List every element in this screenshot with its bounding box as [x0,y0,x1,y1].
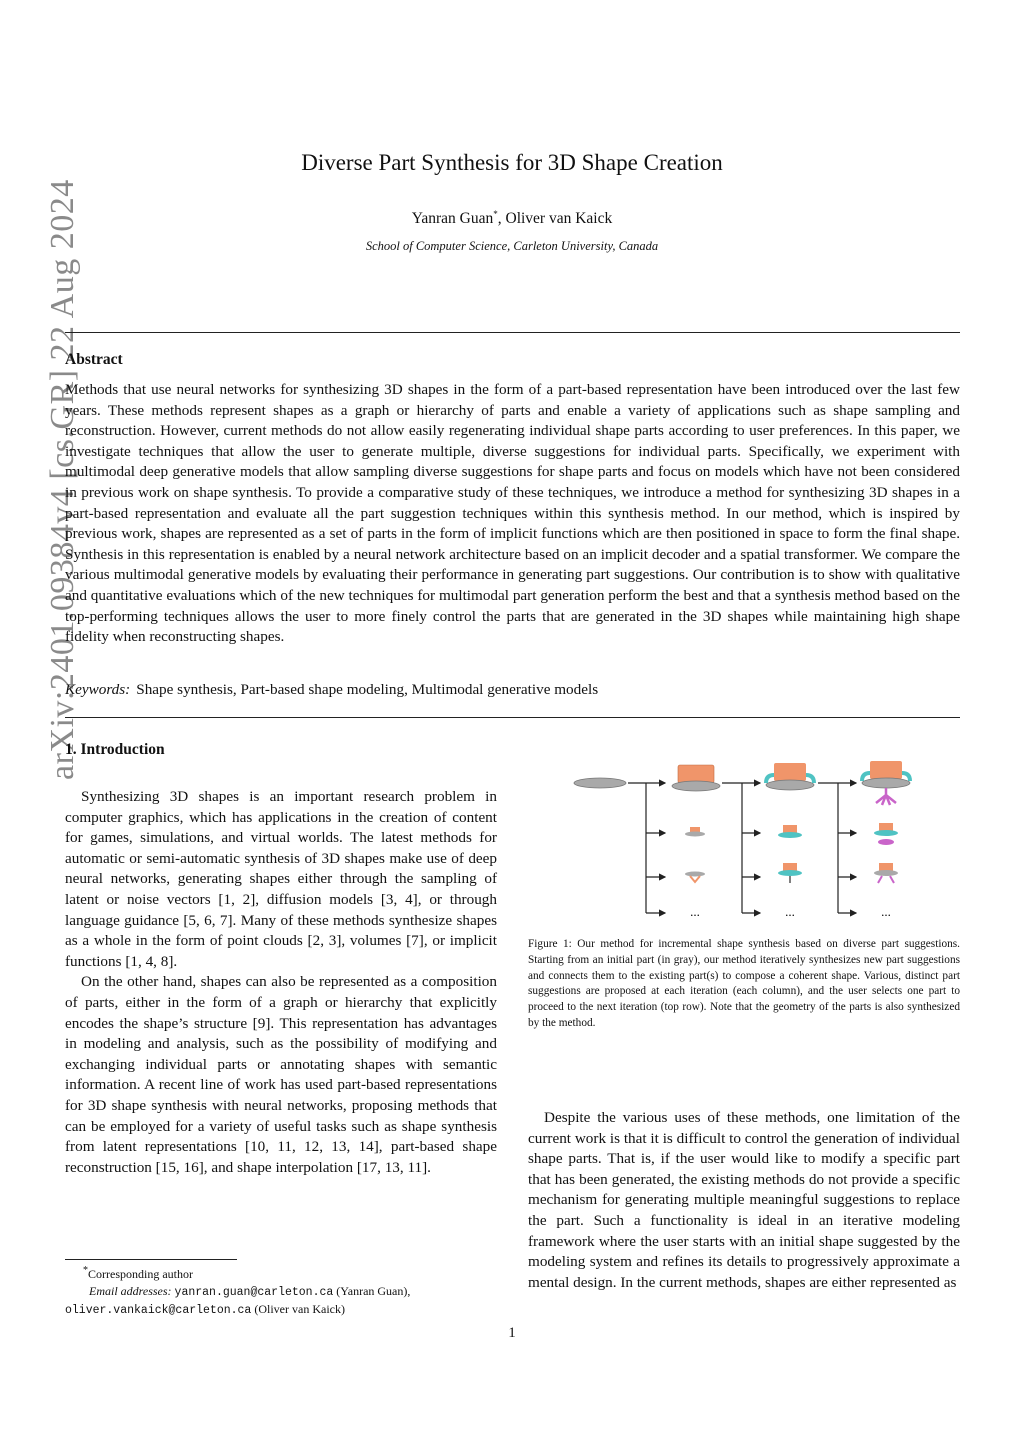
page-number: 1 [508,1325,516,1341]
footnote-corresponding: Corresponding author [88,1267,193,1281]
left-column [65,787,497,1178]
suggestion-3-1 [862,761,910,805]
suggestion-1-1 [672,765,720,791]
email-owner-van-kaick: (Oliver van Kaick) [251,1302,345,1317]
suggestion-3-3 [874,863,898,883]
keywords-text: Shape synthesis, Part-based shape modeling, Multimodal generative models [136,681,599,698]
footnote-mark: * [83,1265,88,1276]
keywords-label: Keywords: [65,681,131,698]
suggestion-2-1 [766,763,814,790]
email-link-van-kaick[interactable]: oliver.vankaick@carleton.ca [65,1304,252,1318]
bottom-rule [65,717,960,718]
arxiv-identifier: arXiv:2401.09384v4 [cs.GR] 22 Aug 2024 [44,179,81,780]
intro-paragraph-1: Synthesizing 3D shapes is an important research problem in computer graphics, which has applications in the creation of content for games, simulations, and virtual worlds. The latest methods for automatic or semi-automatic synthesis of 3D shapes make use of deep neural networks, generating shapes either through the sampling of latent or noise vectors [1, 2], diffusion models [3, 4], or through language guidance [5, 6, 7]. Many of these methods synthesize shapes as a whole in the form of point clouds [2, 3], volumes [7], or implicit functions [1, 4, 8]. [65,788,497,970]
email-owner-guan: (Yanran Guan), [333,1283,411,1298]
top-rule [65,332,960,333]
email-label: Email addresses: [89,1283,172,1298]
author-separator: , [497,210,506,228]
figure-1-caption: Figure 1: Our method for incremental shape synthesis based on diverse part suggestions. Starting from an initial part (in gray), our method iteratively synthesizes new part suggestions and connects them to the existing part(s) to compose a coherent shape. Various, distinct part suggestions are proposed at each iteration (each column), and the user selects one part to proceed to the next iteration (top row). Note that the geometry of the parts is also synthesized by the method. [528,938,960,1029]
email-link-guan[interactable]: yanran.guan@carleton.ca [174,1285,334,1299]
keywords [65,681,960,699]
intro-paragraph-3: Despite the various uses of these methods, one limitation of the current work is that it is difficult to control the generation of individual shape parts. That is, if the user would like to modify a specific part that has been generated, the existing methods do not provide a specific mechanism for generating multiple meaningful suggestions to replace the part. Such a functionality is ideal in an iterative modeling framework where the user starts with an initial shape suggested by the modeling system and refines its details to progressively approximate a mental design. In the current methods, shapes are either represented as [528,1109,960,1291]
footnote [65,1263,505,1320]
suggestion-1-2 [685,827,705,837]
section-heading-introduction: 1. Introduction [65,741,165,758]
figure-1 [560,755,940,925]
suggestion-3-2 [874,823,898,845]
suggestion-1-3 [685,872,705,883]
connector-column-3 [818,783,856,913]
abstract-heading: Abstract [65,351,123,368]
paper-title: Diverse Part Synthesis for 3D Shape Creation [301,150,723,175]
suggestion-2-3 [778,863,802,883]
ellipsis-column-3: ... [881,904,891,919]
right-column [528,1108,960,1293]
author-list [0,209,1024,228]
author-guan[interactable]: Yanran Guan [411,210,494,228]
initial-part-seat [574,778,626,788]
footnote-rule [65,1259,237,1260]
author-van-kaick[interactable]: Oliver van Kaick [505,210,613,228]
suggestion-2-2 [778,825,802,838]
intro-paragraph-2: On the other hand, shapes can also be represented as a composition of parts, either in the form of a graph or hierarchy that explicitly encodes the shape’s structure [9]. This representation has advantages in modeling and analysis, such as the possibility of modifying and exchanging individual parts or annotating shapes with semantic information. A recent line of work has used part-based representations for 3D shape synthesis with neural networks, proposing methods that can be employed for a variety of useful tasks such as shape synthesis from latent representations [10, 11, 12, 13, 14], part-based shape reconstruction [15, 16], and shape interpolation [17, 13, 11]. [65,973,497,1176]
connector-column-1 [628,783,665,913]
affiliation: School of Computer Science, Carleton University, Canada [365,239,659,253]
connector-column-2 [722,783,760,913]
abstract-text: Methods that use neural networks for synthesizing 3D shapes in the form of a part-based representation have been introduced over the last few years. These methods represent shapes as a graph or hierarchy of parts and enable a variety of applications such as shape sampling and reconstruction. However, current methods do not allow easily regenerating individual shape parts according to user preferences. In this paper, we investigate techniques that allow the user to generate multiple, diverse suggestions for individual parts. Specifically, we experiment with multimodal deep generative models that allow sampling diverse suggestions for shape parts and focus on models which have not been considered in previous work on shape synthesis. To provide a comparative study of these techniques, we introduce a method for synthesizing 3D shapes in a part-based representation and evaluate all the part suggestion techniques within this synthesis method. In our method, which is inspired by previous work, shapes are represented as a set of parts in the form of implicit functions which are then positioned in space to form the final shape. Synthesis in this representation is enabled by a neural network architecture based on an implicit decoder and a spatial transformer. We compare the various multimodal generative models by evaluating their performance in generating part suggestions. Our contribution is to show with qualitative and quantitative evaluations which of the new techniques for multimodal part generation perform the best and that a synthesis method based on the top-performing techniques allows the user to more finely control the parts that are generated in the 3D shapes while maintaining high shape fidelity when reconstructing shapes. [65,381,960,646]
ellipsis-column-2: ... [785,904,795,919]
author-mark: * [493,209,498,219]
ellipsis-column-1: ... [690,904,700,919]
